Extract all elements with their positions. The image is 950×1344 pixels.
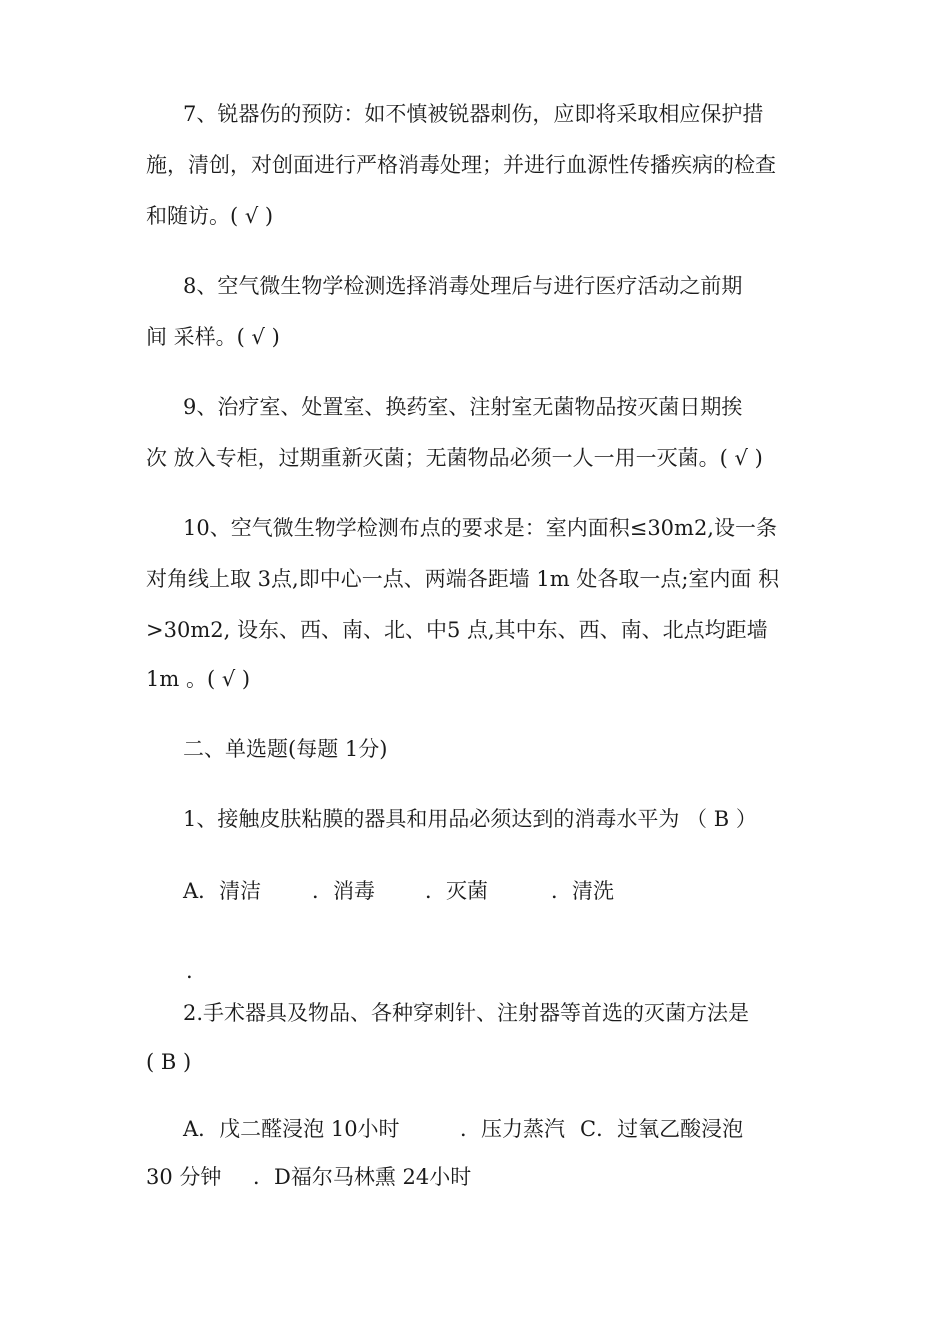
s1-trailing-dot: . (186, 959, 193, 983)
q10-line-2: 对角线上取 3点,即中心一点、两端各距墙 1m 处各取一点;室内面 积 (146, 567, 780, 591)
s1-option-c: ．灭菌 (425, 879, 488, 903)
s2-option-b: ．压力蒸汽 (460, 1117, 565, 1141)
q10-line-3: >30m2, 设东、西、南、北、中5 点,其中东、西、南、北点均距墙 (146, 618, 768, 642)
s2-option-c-continued: 30 分钟 (146, 1165, 222, 1189)
q7-line-1: 7、锐器伤的预防：如不慎被锐器刺伤，应即将采取相应保护措 (183, 102, 764, 126)
q9-line-1: 9、治疗室、处置室、换药室、注射室无菌物品按灭菌日期挨 (183, 395, 743, 419)
s2-question-line-2: ( B ) (146, 1050, 192, 1074)
q8-line-1: 8、空气微生物学检测选择消毒处理后与进行医疗活动之前期 (183, 274, 743, 298)
q10-line-1: 10、空气微生物学检测布点的要求是：室内面积≤30m2,设一条 (183, 516, 777, 540)
s1-question: 1、接触皮肤粘膜的器具和用品必须达到的消毒水平为 （ B ） (183, 807, 757, 831)
q7-line-2: 施，清创，对创面进行严格消毒处理；并进行血源性传播疾病的检查 (146, 153, 776, 177)
s1-option-b: ．消毒 (312, 879, 375, 903)
s2-option-d: ．D福尔马林熏 24小时 (253, 1165, 472, 1189)
q10-line-4: 1m 。( √ ) (146, 667, 251, 691)
q8-line-2: 间 采样。( √ ) (146, 325, 280, 349)
s1-option-d: ．清洗 (551, 879, 614, 903)
s1-option-a: A．清洁 (183, 879, 262, 903)
s2-option-c: C．过氧乙酸浸泡 (580, 1117, 744, 1141)
q9-line-2: 次 放入专柜，过期重新灭菌；无菌物品必须一人一用一灭菌。( √ ) (146, 446, 763, 470)
section-title-single-choice: 二、单选题(每题 1分) (183, 737, 388, 761)
s2-option-a: A．戊二醛浸泡 10小时 (183, 1117, 400, 1141)
q7-line-3: 和随访。( √ ) (146, 204, 274, 228)
s2-question-line-1: 2.手术器具及物品、各种穿刺针、注射器等首选的灭菌方法是 (183, 1001, 750, 1025)
